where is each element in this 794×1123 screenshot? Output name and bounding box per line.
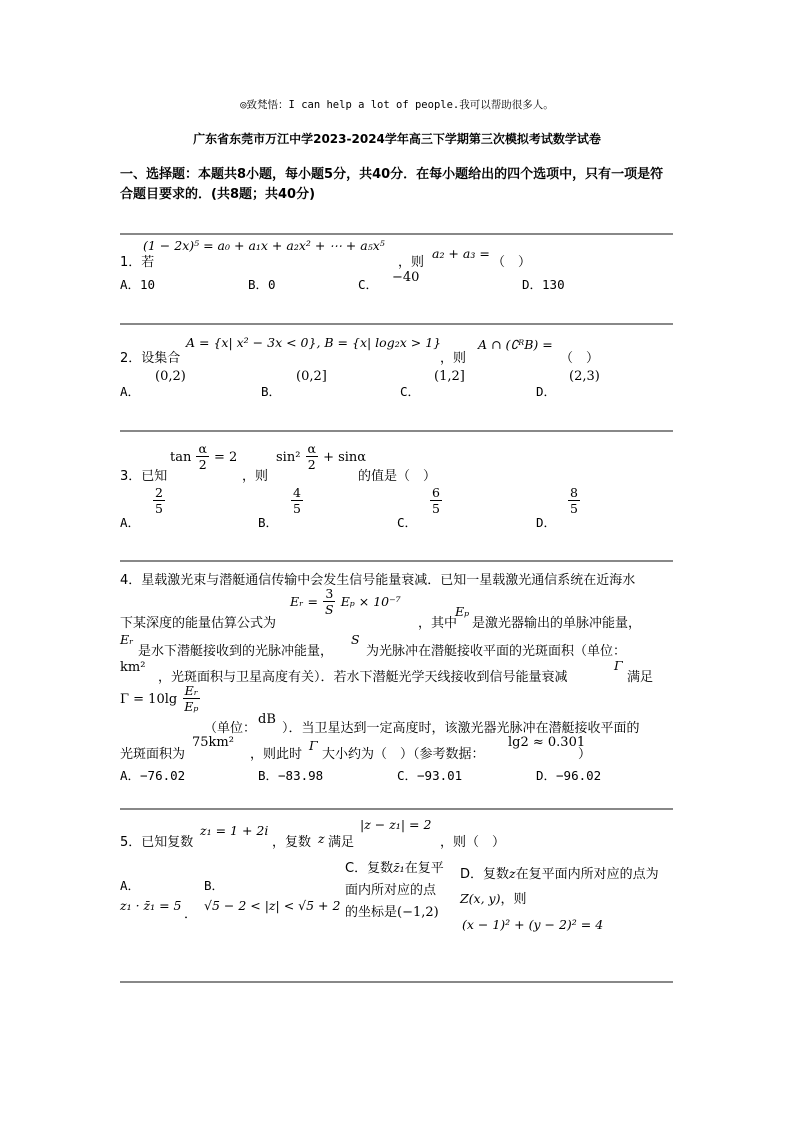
q3-option-c-fraction	[430, 485, 442, 516]
q2-option-b-value: (0,2]	[296, 369, 327, 384]
q3-option-a-denominator: 5	[155, 501, 163, 516]
q3-option-d-fraction	[568, 485, 580, 516]
q5-option-a-dot: ．	[184, 907, 198, 922]
q1-number: 1．若	[120, 255, 155, 270]
q5-option-b-expr: √5 − 2 < |z| < √5 + 2	[204, 898, 341, 913]
q4-gamma-ref: Γ	[309, 738, 318, 753]
q4-line-3: 是水下潜艇接收到的光脉冲能量，	[138, 644, 334, 659]
q4-line-2-end: 是激光器输出的单脉冲能量，	[472, 616, 642, 631]
q4-option-d: D．−96.02	[536, 768, 602, 783]
q1-target: a₂ + a₃ =	[432, 246, 490, 261]
q4-formula-numerator: 3	[325, 586, 334, 601]
q5-mid-2: 满足	[328, 835, 355, 850]
q2-number: 2．设集合	[120, 351, 181, 366]
q3-option-a-numerator: 2	[155, 485, 163, 500]
q4-formula-rhs: Eₚ × 10⁻⁷	[340, 594, 401, 609]
q3-condition-denominator: 2	[198, 457, 207, 472]
q4-option-c: C．−93.01	[397, 768, 463, 783]
watermark: ◎致梵悟：I can help a lot of people.我可以帮助很多人。	[240, 99, 554, 111]
q5-tail: ，则（ ）	[440, 835, 506, 850]
q3-option-a: A．	[120, 515, 141, 530]
q3-option-b-denominator: 5	[293, 501, 301, 516]
q4-gamma-lhs: Γ = 10lg	[120, 692, 178, 707]
divider	[120, 430, 673, 432]
divider	[120, 808, 673, 810]
q1-option-c-value: −40	[392, 270, 420, 285]
q1-option-d: D．130	[522, 277, 565, 292]
q3-expression	[276, 441, 366, 472]
q5-mid: ，复数	[272, 835, 312, 850]
q3-option-c: C．	[397, 515, 418, 530]
q1-option-b: B．0	[248, 277, 276, 292]
q4-reference-close: ）	[578, 747, 592, 762]
q2-option-b: B．	[261, 384, 282, 399]
q1-option-a: A．10	[120, 277, 156, 292]
q4-unit-label: （单位：	[204, 721, 257, 736]
q4-option-b: B．−83.98	[258, 768, 324, 783]
q2-paren: （ ）	[560, 351, 600, 366]
q4-line-2-start: 下某深度的能量估算公式为	[120, 616, 277, 631]
q4-gamma-numerator: Eᵣ	[184, 683, 199, 698]
q3-option-c-numerator: 6	[432, 485, 440, 500]
q4-line-6-mid: ，则此时	[250, 747, 303, 762]
section-heading: 一、选择题：本题共8小题，每小题5分，共40分．在每小题给出的四个选项中，只有一项是符合题目要求的．(共8题；共40分)	[120, 167, 664, 202]
q4-unit: dB	[258, 712, 276, 727]
q4-line-6-start: 光斑面积为	[120, 747, 186, 762]
q5-option-d-label: D．复数	[460, 867, 510, 882]
divider	[120, 560, 673, 562]
q3-condition	[170, 441, 237, 472]
q5-option-c-text: 在复平面内所对应的点的坐标是	[345, 861, 444, 920]
q1-paren: （ ）	[492, 255, 532, 270]
q2-option-c: C．	[400, 384, 421, 399]
q4-line-4: ，光斑面积与卫星高度有关）．若水下潜艇光学天线接收到信号能量衰减	[158, 670, 568, 685]
q4-gamma-formula	[120, 683, 200, 714]
q5-option-d-equation: (x − 1)² + (y − 2)² = 4	[462, 917, 604, 932]
q4-formula	[290, 586, 401, 617]
q3-number: 3．已知	[120, 469, 168, 484]
q1-expression: (1 − 2x)⁵ = a₀ + a₁x + a₂x² + ⋯ + a₅x⁵	[143, 238, 385, 253]
q3-option-c-denominator: 5	[432, 501, 440, 516]
q3-tan: tan	[170, 450, 192, 465]
q2-option-d: D．	[536, 384, 557, 399]
q4-formula-fraction	[323, 586, 336, 617]
q5-option-c-label: C．复数	[345, 861, 394, 876]
q5-condition: |z − z₁| = 2	[360, 817, 432, 832]
q2-expression: A = {x| x² − 3x < 0}, B = {x| log₂x > 1}	[186, 335, 442, 350]
q5-option-c-symbol: z̄₁	[393, 860, 405, 875]
q3-option-d-numerator: 8	[570, 485, 578, 500]
q3-expression-denominator: 2	[307, 457, 316, 472]
divider	[120, 981, 673, 983]
page-title: 广东省东莞市万江中学2023-2024学年高三下学期第三次模拟考试数学试卷	[193, 132, 601, 146]
q1-then: ，则	[398, 255, 425, 270]
q4-gamma-fraction	[182, 683, 200, 714]
q3-option-a-fraction	[153, 485, 165, 516]
q3-expression-post: + sinα	[323, 450, 367, 465]
q2-target: A ∩ (∁ᴿB) =	[478, 337, 553, 352]
q3-condition-fraction	[196, 441, 208, 472]
q4-er-symbol: Eᵣ	[120, 632, 134, 647]
q4-gamma-denominator: Eₚ	[184, 699, 199, 714]
q5-option-c-value: (−1,2)	[397, 905, 439, 920]
q5-option-d-text: 在复平面内所对应的点为	[515, 867, 659, 882]
q4-ep-symbol: Eₚ	[455, 604, 470, 619]
q5-option-d	[460, 862, 672, 912]
q1-option-c: C．	[358, 277, 379, 292]
q4-formula-lhs: Eᵣ =	[290, 594, 318, 609]
q2-option-c-value: (1,2]	[434, 369, 465, 384]
q4-line-4-end: 满足	[627, 670, 654, 685]
q5-option-c	[345, 857, 447, 924]
q3-expression-numerator: α	[307, 441, 316, 456]
q3-option-b-numerator: 4	[293, 485, 301, 500]
q5-option-a-label: A．	[120, 878, 141, 893]
q3-expression-pre: sin²	[276, 450, 301, 465]
q4-line-5: ）．当卫星达到一定高度时，该激光器光脉冲在潜艇接收平面的	[282, 721, 640, 736]
q4-formula-denominator: S	[325, 602, 334, 617]
q3-option-b: B．	[258, 515, 279, 530]
q4-s-symbol: S	[351, 632, 360, 647]
q5-option-d-point: Z(x, y)	[460, 891, 501, 906]
q5-number: 5．已知复数	[120, 835, 194, 850]
q3-then: ，则	[242, 469, 269, 484]
q5-option-a-expr: z₁ · z̄₁ = 5	[120, 898, 182, 913]
q3-option-d: D．	[536, 515, 557, 530]
q4-reference: lg2 ≈ 0.301	[508, 735, 586, 750]
q2-option-a-value: (0,2)	[155, 369, 186, 384]
q3-condition-numerator: α	[198, 441, 207, 456]
divider	[120, 233, 673, 235]
q4-option-a: A．−76.02	[120, 768, 186, 783]
divider	[120, 323, 673, 325]
q5-option-d-then: ，则	[500, 892, 527, 907]
q3-option-d-denominator: 5	[570, 501, 578, 516]
q3-expression-fraction	[306, 441, 318, 472]
q5-z: z	[318, 831, 325, 846]
q3-tail: 的值是（ ）	[358, 469, 437, 484]
q4-gamma-symbol: Γ	[614, 658, 623, 673]
q3-option-b-fraction	[291, 485, 303, 516]
q2-option-d-value: (2,3)	[569, 369, 600, 384]
q4-line-1: 4．星载激光束与潜艇通信传输中会发生信号能量衰减．已知一星载激光通信系统在近海水	[120, 573, 636, 588]
q2-option-a: A．	[120, 384, 141, 399]
q5-option-d-z: z	[509, 866, 516, 881]
q5-z1: z₁ = 1 + 2i	[200, 823, 269, 838]
q4-area: 75km²	[192, 735, 234, 750]
q5-option-b-label: B．	[204, 878, 225, 893]
q4-line-2-mid: ，其中	[418, 616, 458, 631]
q4-line-6-end: 大小约为（ ）（参考数据：	[322, 747, 485, 762]
q3-equals-two: = 2	[214, 450, 238, 465]
q4-km2: km²	[120, 660, 146, 675]
q2-then: ，则	[440, 351, 467, 366]
q4-line-3-end: 为光脉冲在潜艇接收平面的光斑面积（单位：	[366, 644, 627, 659]
